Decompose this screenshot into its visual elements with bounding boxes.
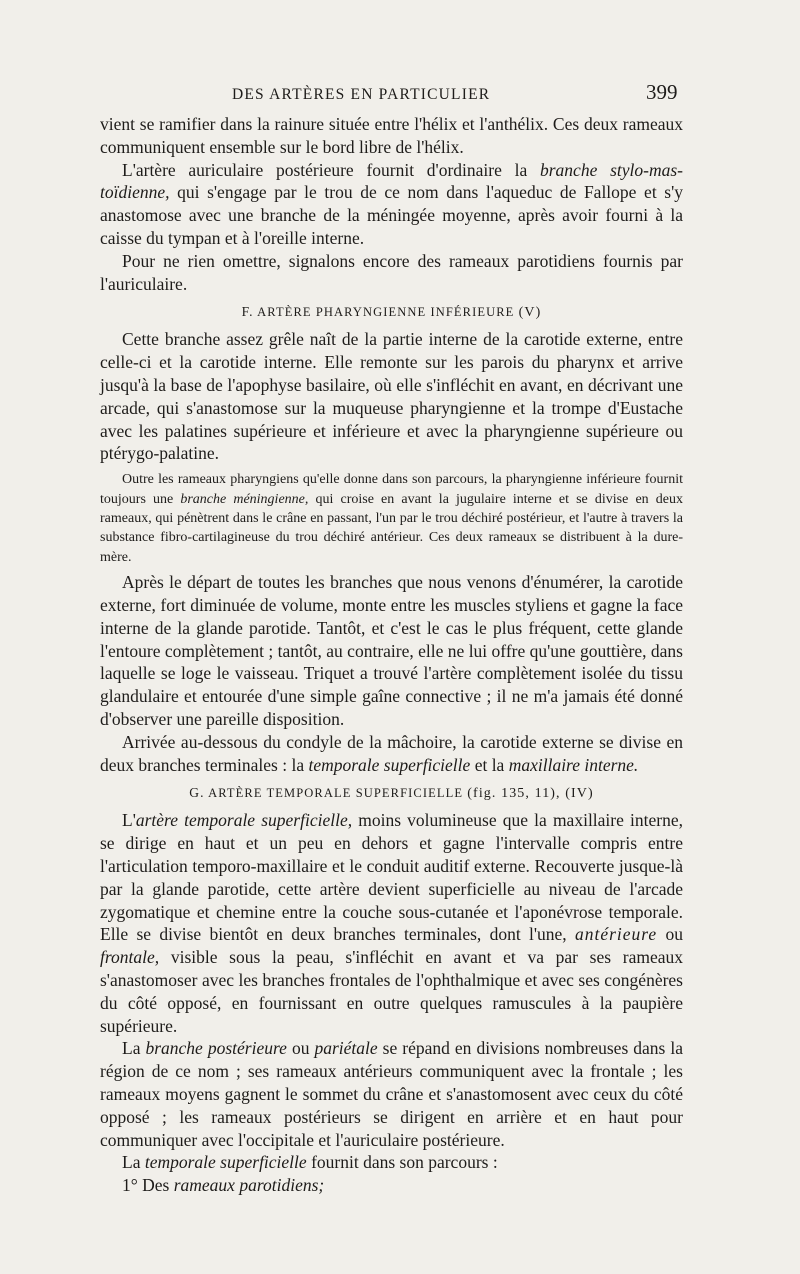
italic-term: temporale superficielle <box>308 754 471 775</box>
section-heading-g <box>100 785 683 802</box>
paragraph-parotidiens <box>100 250 683 296</box>
italic-term: temporale superficielle <box>144 1152 307 1173</box>
text-run: Cette branche assez grêle naît de la partie interne de la carotide externe, entre celle-ci et la carotide interne. Elle remonte sur les parois du pharynx et arrive jusqu'à la base de l'apophyse basilaire, où elle s'infléchit en avant, en décrivant une arcade, qui s'anastomose sur la muqueuse pharyngienne et la trompe d'Eustache avec les palatines supérieure et inférieure et avec la pharyngienne supérieure ou ptérygo-palatine. <box>100 329 683 464</box>
text-run: moins volumineuse que la maxillaire interne, se dirige en haut et un peu en dehors et gagne l'intervalle compris entre l'articulation temporo-maxillaire et le conduit auditif externe. Recouverte jusque-là par la glande parotide, cette artère devient superficielle au niveau de l'arcade zygomatique et chemine entre la couche sous-cutanée et l'aponévrose temporale. Elle se divise bientôt en deux branches terminales, dont l'une, <box>100 810 683 945</box>
text-run: Après le départ de toutes les branches que nous venons d'énumérer, la carotide externe, fort diminuée de volume, monte entre les muscles styliens et gagne la face interne de la glande parotide. Tantôt, et c'est le cas le plus fréquent, cette glande l'entoure complètement ; tantôt, au contraire, elle ne lui offre qu'une gouttière, dans laquelle se loge le vaisseau. Triquet a trouvé l'artère complètement isolée du tissu glandulaire et entourée d'une simple gaîne connective ; il ne m'a jamais été donné d'observer une pareille disposition. <box>100 572 683 729</box>
footnote-paragraph <box>100 470 683 567</box>
paragraph-carotide-externe <box>100 571 683 731</box>
paragraph-pharyngienne <box>100 328 683 465</box>
text-run: Pour ne rien omettre, signalons encore des rameaux parotidiens fournis par l'auriculaire. <box>100 250 683 294</box>
paragraph-branches-terminales <box>100 731 683 777</box>
text-run: ou <box>657 924 684 945</box>
text-run: La <box>122 1038 146 1059</box>
text-run: qui s'engage par le trou de ce nom dans l'aqueduc de Fallope et s'y anastomose avec une branche de la méningée moyenne, après avoir fourni à la caisse du tympan et à l'oreille interne. <box>100 182 683 248</box>
paragraph-auriculaire <box>100 159 683 250</box>
section-ref: (fig. 135, 11), (IV) <box>467 786 594 802</box>
italic-term: branche méningienne, <box>180 491 309 507</box>
page-number: 399 <box>646 80 678 104</box>
text-run: vient se ramifier dans la rainure située entre l'hélix et l'anthélix. Ces deux rameaux communiquent ensemble sur le bord libre de l'hélix. <box>100 114 683 157</box>
text-run: L' <box>122 810 136 831</box>
italic-term: branche postérieure <box>145 1038 287 1059</box>
paragraph-helix <box>100 113 683 159</box>
paragraph-parcours <box>100 1151 683 1174</box>
italic-term: maxillaire interne. <box>508 754 639 775</box>
italic-term: rameaux parotidiens; <box>173 1175 325 1196</box>
text-run: Arrivée au-dessous du condyle de la mâchoire, la carotide externe se divise en deux branches terminales : la <box>100 731 683 775</box>
text-run: et la <box>470 754 509 775</box>
paragraph-parietale <box>100 1037 683 1151</box>
text-run: ou <box>286 1038 315 1059</box>
page-body <box>100 113 683 1197</box>
list-item-rameaux-parotidiens <box>100 1174 683 1197</box>
section-title: ARTÈRE TEMPORALE SUPERFICIELLE <box>208 786 464 801</box>
text-run: qui croise en avant la jugulaire interne et se divise en deux rameaux, qui pénètrent dans le crâne en passant, l'un par le trou déchiré postérieur, et l'autre à travers la substance fibro-cartilagineuse du trou déchiré antérieur. Ces deux rameaux se distribuent à la dure-mère. <box>100 491 683 565</box>
italic-term: artère temporale superficielle, <box>135 810 353 831</box>
text-run: 1° Des <box>122 1175 174 1196</box>
text-run: Outre les rameaux pharyngiens qu'elle donne dans son parcours, la pharyngienne inférieure fournit toujours une <box>100 472 683 507</box>
paragraph-temporale <box>100 809 683 1037</box>
section-ref: (V) <box>518 305 542 321</box>
page-header <box>0 80 800 110</box>
section-heading-f <box>100 304 683 321</box>
italic-term: branche stylo-mas-toïdienne, <box>100 159 683 203</box>
section-title: ARTÈRE PHARYNGIENNE INFÉRIEURE <box>257 305 515 320</box>
text-run: L'artère auriculaire postérieure fournit d'ordinaire la <box>122 159 540 180</box>
text-run: visible sous la peau, s'infléchit en avant et va par ses rameaux s'anastomoser avec les branches frontales de l'ophthalmique et avec ses congénères du côté opposé, en fournissant en outre quelques ramuscules à la paupière supérieure. <box>100 947 683 1036</box>
running-head: DES ARTÈRES EN PARTICULIER <box>232 86 491 103</box>
text-run: La <box>122 1152 145 1173</box>
italic-term: pariétale <box>314 1038 378 1059</box>
italic-term: frontale, <box>100 947 160 968</box>
section-letter: F. <box>241 304 254 320</box>
text-run: se répand en divisions nombreuses dans la région de ce nom ; ses rameaux antérieurs communiquent avec la frontale ; les rameaux moyens gagnent le sommet du crâne et s'anastomosent avec ceux du côté opposé ; les rameaux postérieurs se dirigent en arrière et en haut pour communiquer avec l'occipitale et l'auriculaire postérieure. <box>100 1038 684 1150</box>
section-letter: G. <box>189 785 205 801</box>
italic-term: antérieure <box>574 924 658 945</box>
text-run: fournit dans son parcours : <box>306 1152 498 1173</box>
